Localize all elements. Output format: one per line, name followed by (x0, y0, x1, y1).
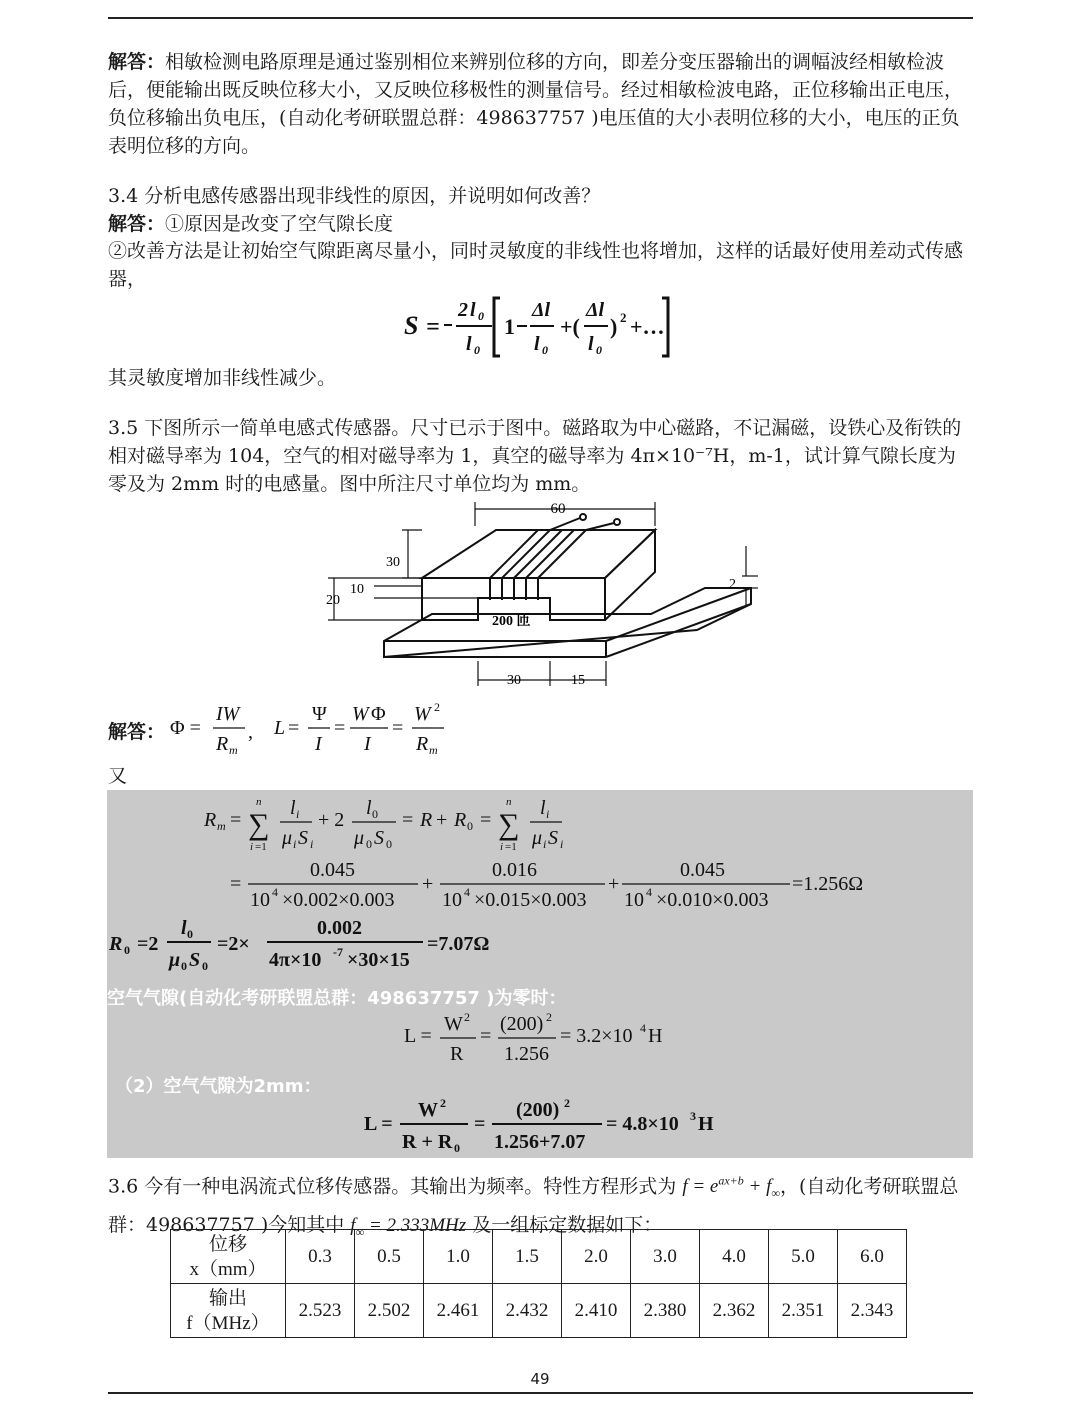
table-cell: 0.5 (355, 1230, 424, 1284)
svg-text:+: + (608, 873, 620, 895)
svg-text:W: W (418, 1099, 438, 1121)
svg-text:0: 0 (124, 943, 130, 957)
table-cell: 2.461 (424, 1284, 493, 1338)
svg-text:∑: ∑ (498, 808, 520, 841)
table-cell: 1.0 (424, 1230, 493, 1284)
svg-text:W: W (444, 1013, 463, 1035)
svg-text:=1: =1 (255, 841, 267, 853)
coil-turns-label: 200 匝 (492, 614, 531, 629)
svg-text:=: = (230, 873, 242, 895)
svg-text:4: 4 (272, 885, 278, 899)
svg-text:∑: ∑ (248, 808, 270, 841)
inductive-sensor-figure (318, 496, 764, 696)
air-gap-2mm-label: （2）空气气隙为2mm： (115, 1076, 322, 1097)
svg-text:i: i (250, 841, 254, 853)
dim-30-bottom-label: 30 (507, 673, 521, 688)
svg-text:l: l (588, 333, 594, 355)
svg-text:0: 0 (202, 959, 208, 973)
svg-text:0: 0 (474, 343, 480, 357)
svg-text:2: 2 (434, 700, 440, 714)
svg-text:i: i (560, 837, 564, 851)
svg-text:IW: IW (216, 703, 240, 725)
question-3-4: 3.4 分析电感传感器出现非线性的原因，并说明如何改善？ (108, 185, 601, 207)
table-cell: 2.343 (838, 1284, 907, 1338)
table-cell: 6.0 (838, 1230, 907, 1284)
svg-text:0: 0 (454, 1141, 460, 1155)
also-label: 又 (108, 765, 128, 787)
question-3-6-middle: ，(自动化考研联盟总群：498637757 )今知其中 (108, 1175, 959, 1237)
svg-text:l: l (534, 333, 540, 355)
svg-text:×0.002×0.003: ×0.002×0.003 (282, 889, 395, 910)
table-row (171, 1284, 907, 1338)
header-line: x（mm） (189, 1258, 267, 1280)
svg-text:×0.010×0.003: ×0.010×0.003 (656, 889, 769, 910)
question-3-5: 3.5 下图所示一简单电感式传感器。尺寸已示于图中。磁路取为中心磁路，不记漏磁，设铁心及衔铁的相对磁导率为 104，空气的相对磁导率为 1，真空的磁导率为 4π×10⁻⁷H，m-1，试计算气隙长度为零及为 2mm 时的电感量。图中所注尺寸单位均为 mm。 (108, 417, 962, 495)
table-cell: 2.0 (562, 1230, 631, 1284)
svg-text:=: = (474, 1113, 486, 1135)
inductance-2mm-gap-formula (360, 1094, 740, 1156)
air-gap-zero-label: 空气气隙(自动化考研联盟总群：498637757 )为零时： (107, 988, 567, 1009)
reluctance-formula (200, 792, 900, 910)
answer-label: 解答： (108, 51, 166, 73)
svg-text:0: 0 (467, 819, 473, 833)
svg-text:0.002: 0.002 (317, 917, 362, 939)
svg-text:): ) (610, 314, 618, 339)
answer-label: 解答： (108, 721, 166, 743)
svg-text:l: l (470, 299, 476, 321)
svg-text:m: m (429, 743, 438, 757)
footer-rule (108, 1392, 973, 1394)
svg-text:1.256: 1.256 (504, 1043, 549, 1065)
svg-text:μ: μ (282, 827, 293, 849)
svg-text:0.045: 0.045 (680, 859, 725, 881)
svg-text:Δl: Δl (532, 299, 551, 321)
table-cell: 1.5 (493, 1230, 562, 1284)
svg-text:H: H (648, 1025, 663, 1047)
svg-text:+: + (436, 809, 448, 831)
svg-text:R: R (420, 809, 433, 831)
svg-text:l: l (540, 797, 546, 819)
svg-text:=: = (288, 717, 300, 739)
dim-20-label: 20 (326, 593, 340, 608)
svg-text:=1.256Ω: =1.256Ω (792, 873, 864, 895)
header-line: f（MHz） (186, 1312, 270, 1334)
answer-3-4-reason: ①原因是改变了空气隙长度 (165, 213, 394, 235)
dim-15-label: 15 (571, 673, 585, 688)
table-header-cell (171, 1230, 286, 1284)
svg-text:μ: μ (169, 949, 181, 971)
svg-text:μ: μ (354, 827, 365, 849)
table-cell: 2.351 (769, 1284, 838, 1338)
svg-text:=: = (334, 717, 346, 739)
header-line: 输出 (208, 1287, 247, 1309)
inductance-zero-gap-formula (400, 1008, 690, 1068)
svg-text:S: S (374, 827, 384, 849)
svg-text:H: H (698, 1113, 714, 1135)
svg-text:l: l (181, 917, 187, 939)
table-row (171, 1230, 907, 1284)
page-number: 49 (530, 1370, 550, 1388)
svg-text:,: , (248, 721, 253, 743)
svg-text:(200): (200) (516, 1099, 560, 1121)
svg-text:1: 1 (504, 314, 515, 339)
answer-3-3-text: 相敏检测电路原理是通过鉴别相位来辨别位移的方向，即差分变压器输出的调幅波经相敏检波后，便能输出既反映位移大小，又反映位移极性的测量信号。经过相敏检波电路，正位移输出正电压，负位移输出负电压，(自动化考研联盟总群：498637757 )电压值的大小表明位移的大小，电压的正负表明位移的方向。 (108, 51, 964, 157)
svg-text:0: 0 (372, 807, 378, 821)
sensitivity-formula (400, 292, 690, 362)
dim-30-top-label: 30 (386, 555, 400, 570)
svg-text:=: = (426, 314, 440, 340)
answer-label: 解答： (108, 213, 166, 235)
svg-text:×30×15: ×30×15 (347, 949, 410, 971)
svg-text:=: = (402, 809, 414, 831)
svg-text:l: l (290, 797, 296, 819)
svg-text:Ψ: Ψ (312, 703, 327, 725)
svg-text:4: 4 (464, 885, 470, 899)
answer-3-3 (108, 48, 974, 160)
svg-text:+(: +( (560, 314, 580, 339)
svg-text:×0.015×0.003: ×0.015×0.003 (474, 889, 587, 910)
answer-3-4-reason-line (108, 210, 974, 238)
svg-text:0: 0 (478, 309, 484, 323)
svg-text:=: = (230, 809, 242, 831)
svg-text:i: i (293, 837, 297, 851)
svg-text:n: n (256, 796, 262, 808)
header-rule (108, 17, 973, 19)
svg-text:2: 2 (564, 1096, 570, 1110)
flux-inductance-formula (168, 698, 458, 760)
table-cell: 5.0 (769, 1230, 838, 1284)
svg-text:10: 10 (250, 889, 270, 910)
svg-text:R: R (454, 809, 467, 831)
dim-60-label: 60 (550, 501, 566, 517)
svg-text:= 4.8×10: = 4.8×10 (606, 1113, 679, 1135)
table-cell: 2.502 (355, 1284, 424, 1338)
svg-text:R: R (450, 1043, 464, 1065)
svg-text:i: i (296, 807, 300, 821)
table-cell: 2.380 (631, 1284, 700, 1338)
svg-text:W: W (414, 703, 431, 725)
svg-text:i: i (543, 837, 547, 851)
svg-text:0.016: 0.016 (492, 859, 537, 881)
svg-text:l: l (466, 333, 472, 355)
svg-text:0: 0 (181, 959, 187, 973)
svg-text:=: = (480, 1025, 492, 1047)
table-cell: 2.410 (562, 1284, 631, 1338)
svg-text:L =: L = (364, 1113, 393, 1135)
table-cell: 2.523 (286, 1284, 355, 1338)
svg-text:i: i (546, 807, 550, 821)
svg-text:S: S (298, 827, 308, 849)
svg-text:W: W (352, 703, 369, 725)
question-3-6-end: 及一组标定数据如下： (472, 1214, 663, 1237)
svg-text:m: m (229, 743, 238, 757)
svg-text:+: + (422, 873, 434, 895)
svg-text:R: R (204, 809, 217, 831)
svg-text:i: i (310, 837, 314, 851)
svg-text:Δl: Δl (586, 299, 605, 321)
svg-text:R + R: R + R (402, 1131, 453, 1153)
svg-text:2: 2 (458, 299, 468, 321)
svg-text:0: 0 (386, 837, 392, 851)
svg-text:4: 4 (646, 885, 652, 899)
svg-text:+…: +… (630, 314, 665, 339)
answer-3-4-method: ②改善方法是让初始空气隙距离尽量小，同时灵敏度的非线性也将增加，这样的话最好使用差动式传感器， (108, 240, 964, 290)
svg-text:0: 0 (596, 343, 602, 357)
svg-text:l: l (366, 797, 372, 819)
svg-text:+ 2: + 2 (318, 809, 345, 831)
svg-text:2: 2 (440, 1096, 446, 1110)
svg-text:i: i (500, 841, 504, 853)
svg-text:S: S (404, 311, 419, 340)
table-cell: 3.0 (631, 1230, 700, 1284)
svg-text:4π×10: 4π×10 (269, 949, 322, 971)
svg-text:=: = (480, 809, 492, 831)
svg-text:= 3.2×10: = 3.2×10 (560, 1025, 633, 1047)
svg-text:10: 10 (442, 889, 462, 910)
svg-text:2: 2 (546, 1010, 552, 1024)
svg-text:μ: μ (532, 827, 543, 849)
characteristic-equation: $f = e^{ax+b} + f_\infty$ (682, 1174, 780, 1201)
svg-text:R: R (109, 933, 123, 955)
question-3-6-intro: 3.6 今有一种电涡流式位移传感器。其输出为频率。特性方程形式为 (108, 1175, 677, 1198)
calibration-table (170, 1229, 907, 1338)
svg-text:m: m (217, 819, 226, 833)
gap-reluctance-formula (107, 910, 527, 974)
svg-text:2: 2 (464, 1010, 470, 1024)
answer-3-4-conclusion: 其灵敏度增加非线性减少。 (108, 367, 337, 389)
svg-text:S: S (548, 827, 558, 849)
svg-text:-7: -7 (333, 945, 343, 959)
svg-text:0.045: 0.045 (310, 859, 355, 881)
svg-text:R: R (216, 733, 229, 755)
svg-text:L =: L = (404, 1025, 432, 1047)
svg-text:(200): (200) (500, 1013, 544, 1035)
svg-text:Φ =: Φ = (170, 717, 201, 739)
svg-text:I: I (364, 733, 371, 755)
svg-text:I: I (315, 733, 322, 755)
svg-text:Φ: Φ (371, 703, 386, 725)
svg-text:=2×: =2× (217, 933, 250, 955)
svg-text:S: S (189, 949, 201, 971)
header-line: 位移 (208, 1233, 247, 1255)
table-cell: 2.432 (493, 1284, 562, 1338)
table-cell: 4.0 (700, 1230, 769, 1284)
dim-10-label: 10 (350, 582, 364, 597)
svg-text:=: = (392, 717, 404, 739)
svg-text:0: 0 (187, 927, 193, 941)
svg-text:R: R (416, 733, 429, 755)
table-cell: 0.3 (286, 1230, 355, 1284)
svg-text:=2: =2 (137, 933, 159, 955)
svg-text:n: n (506, 796, 512, 808)
f-infinity-value: $f_\infty = 2.333MHz$ (350, 1215, 467, 1239)
svg-text:0: 0 (542, 343, 548, 357)
svg-text:=1: =1 (505, 841, 517, 853)
svg-text:=7.07Ω: =7.07Ω (427, 933, 490, 955)
dim-2-label: 2 (729, 577, 736, 592)
table-header-cell (171, 1284, 286, 1338)
svg-text:1.256+7.07: 1.256+7.07 (494, 1131, 586, 1153)
svg-text:3: 3 (690, 1109, 696, 1123)
svg-text:4: 4 (640, 1021, 646, 1035)
svg-text:L: L (274, 717, 286, 739)
svg-text:2: 2 (620, 310, 627, 325)
svg-text:10: 10 (624, 889, 644, 910)
table-cell: 2.362 (700, 1284, 769, 1338)
svg-text:0: 0 (366, 837, 372, 851)
